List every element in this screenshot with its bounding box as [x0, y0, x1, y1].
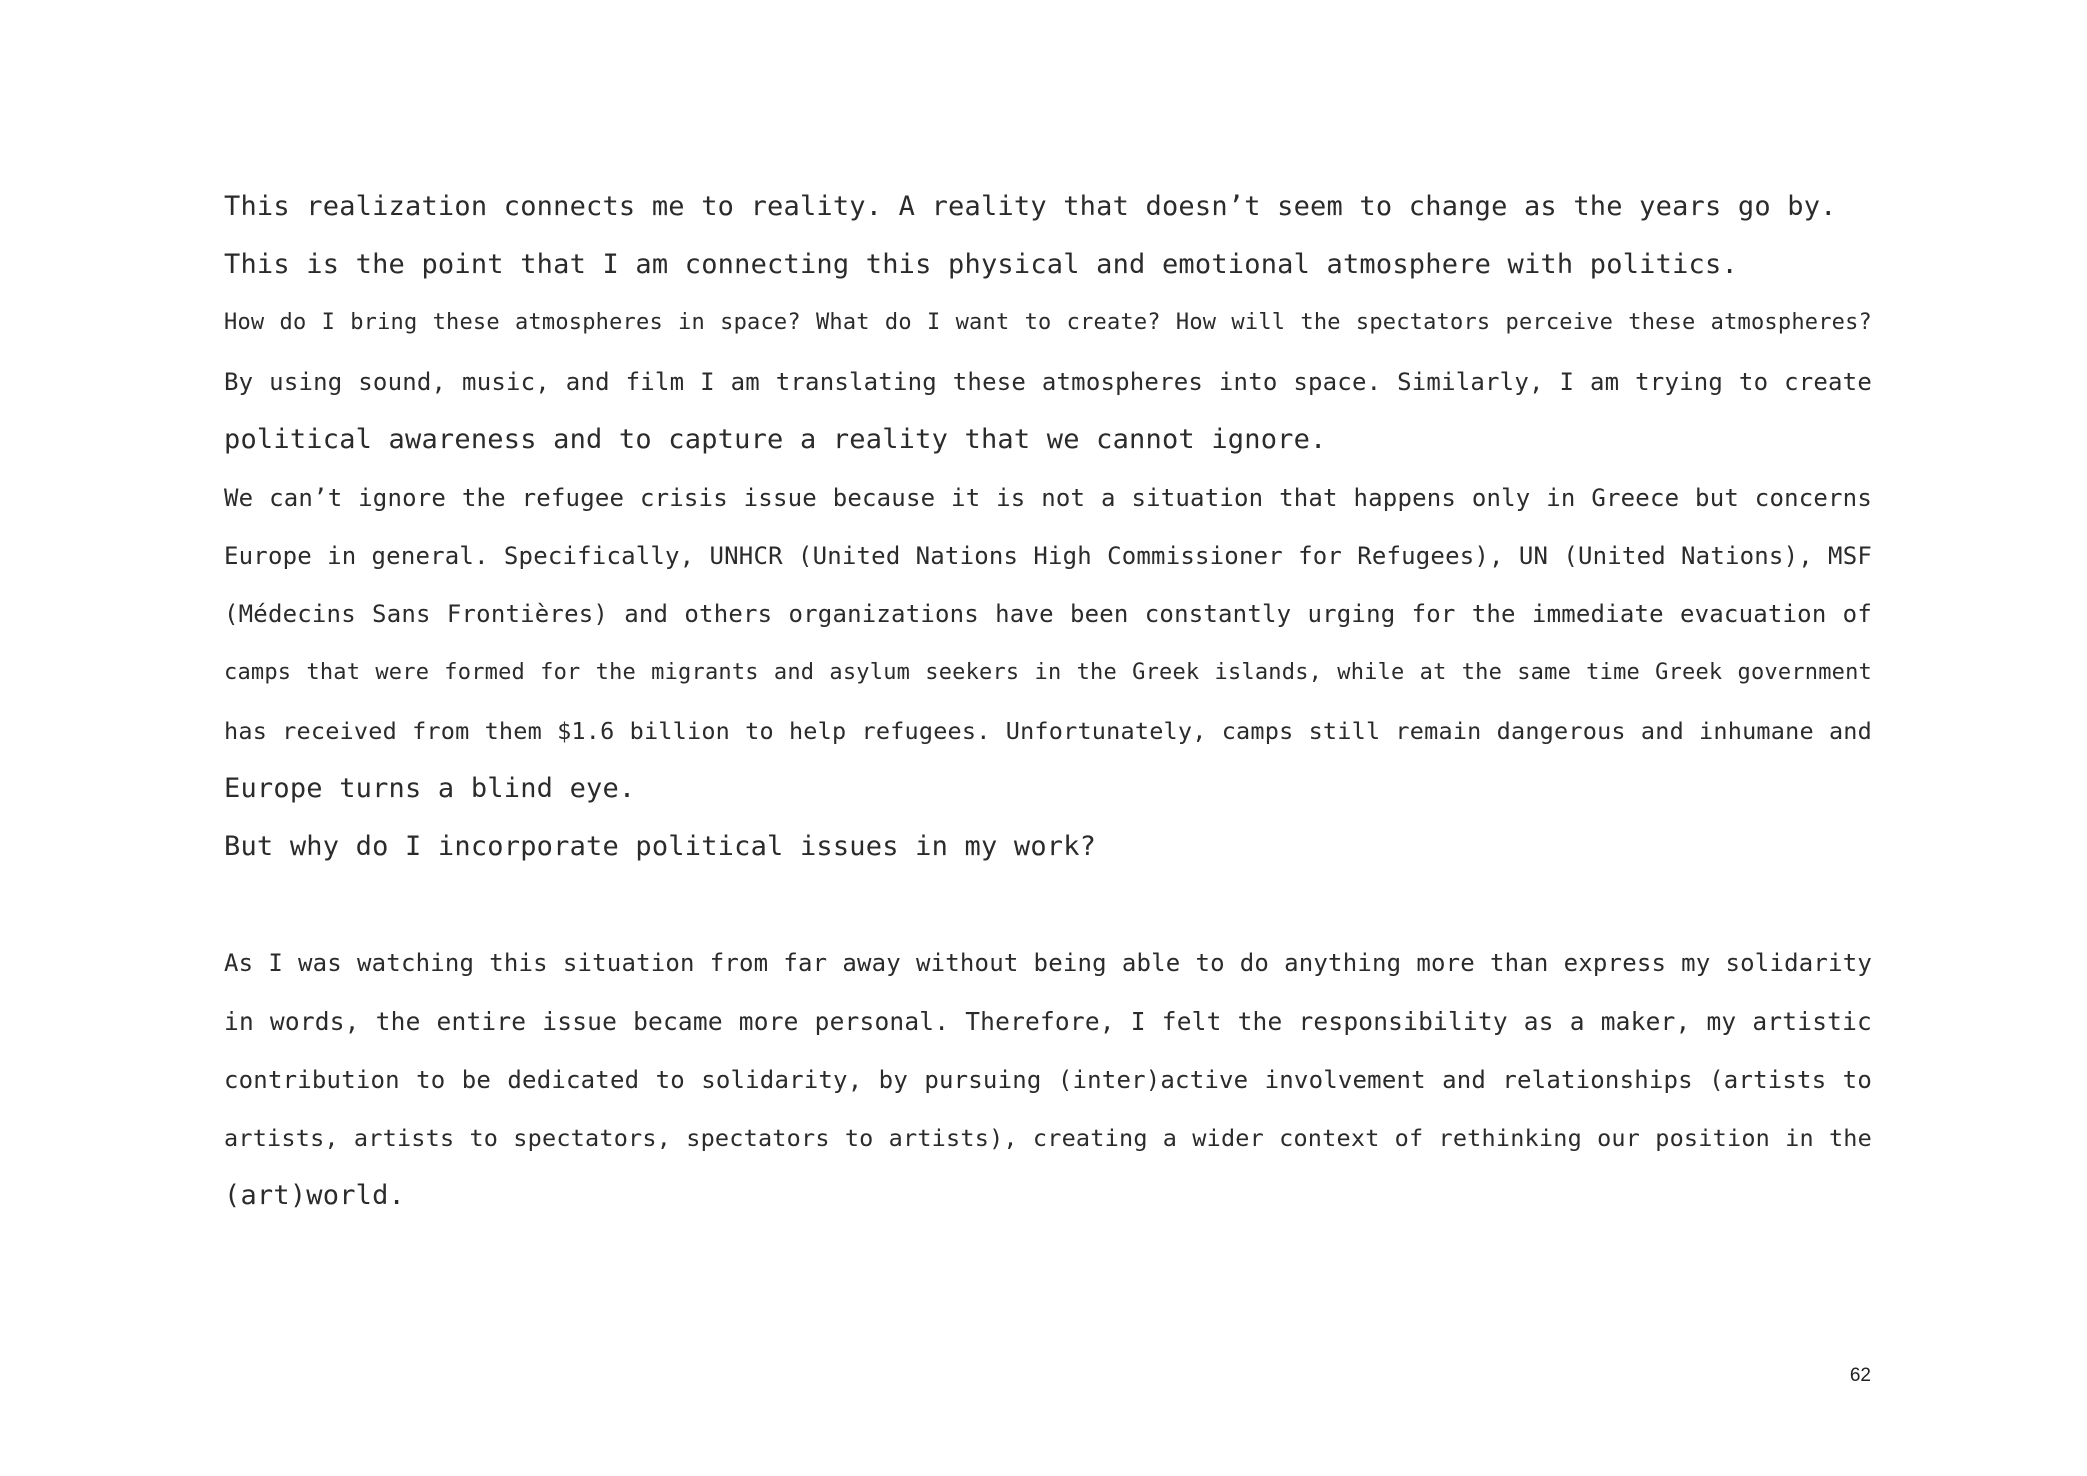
text-line: As I was watching this situation from far away without being able to do anything more than express my solidarity: [224, 949, 1872, 978]
body-text: [224, 178, 1872, 1225]
text-line: Europe turns a blind eye.: [224, 772, 636, 804]
page-number: 62: [1849, 1365, 1871, 1386]
text-line: This realization connects me to reality. A reality that doesn’t seem to change as the years go by.: [224, 191, 1837, 222]
text-line: This is the point that I am connecting this physical and emotional atmosphere with politics.: [224, 249, 1738, 281]
text-line: Europe in general. Specifically, UNHCR (United Nations High Commissioner for Refugees), UN (United Nations), MSF: [224, 542, 1872, 571]
text-line: How do I bring these atmospheres in space? What do I want to create? How will the spectators perceive these atmospheres?: [224, 310, 1872, 336]
text-line: has received from them $1.6 billion to help refugees. Unfortunately, camps still remain dangerous and inhumane and: [224, 716, 1872, 745]
paragraph-gap: [224, 876, 1872, 934]
text-line: artists, artists to spectators, spectators to artists), creating a wider context of rethinking our position in the: [224, 1124, 1872, 1152]
text-line: contribution to be dedicated to solidarity, by pursuing (inter)active involvement and relationships (artists to: [224, 1065, 1872, 1094]
text-line: (art)world.: [224, 1180, 406, 1212]
text-line: But why do I incorporate political issues in my work?: [224, 831, 1097, 863]
text-line: in words, the entire issue became more personal. Therefore, I felt the responsibility as a maker, my artistic: [224, 1006, 1872, 1036]
text-line: (Médecins Sans Frontières) and others organizations have been constantly urging for the immediate evacuation of: [224, 600, 1872, 629]
text-line: By using sound, music, and film I am translating these atmospheres into space. Similarly, I am trying to create: [224, 367, 1872, 396]
text-line: political awareness and to capture a reality that we cannot ignore.: [224, 423, 1327, 455]
text-line: We can’t ignore the refugee crisis issue because it is not a situation that happens only in Greece but concerns: [224, 483, 1872, 512]
text-line: camps that were formed for the migrants and asylum seekers in the Greek islands, while at the same time Greek government: [224, 659, 1872, 685]
